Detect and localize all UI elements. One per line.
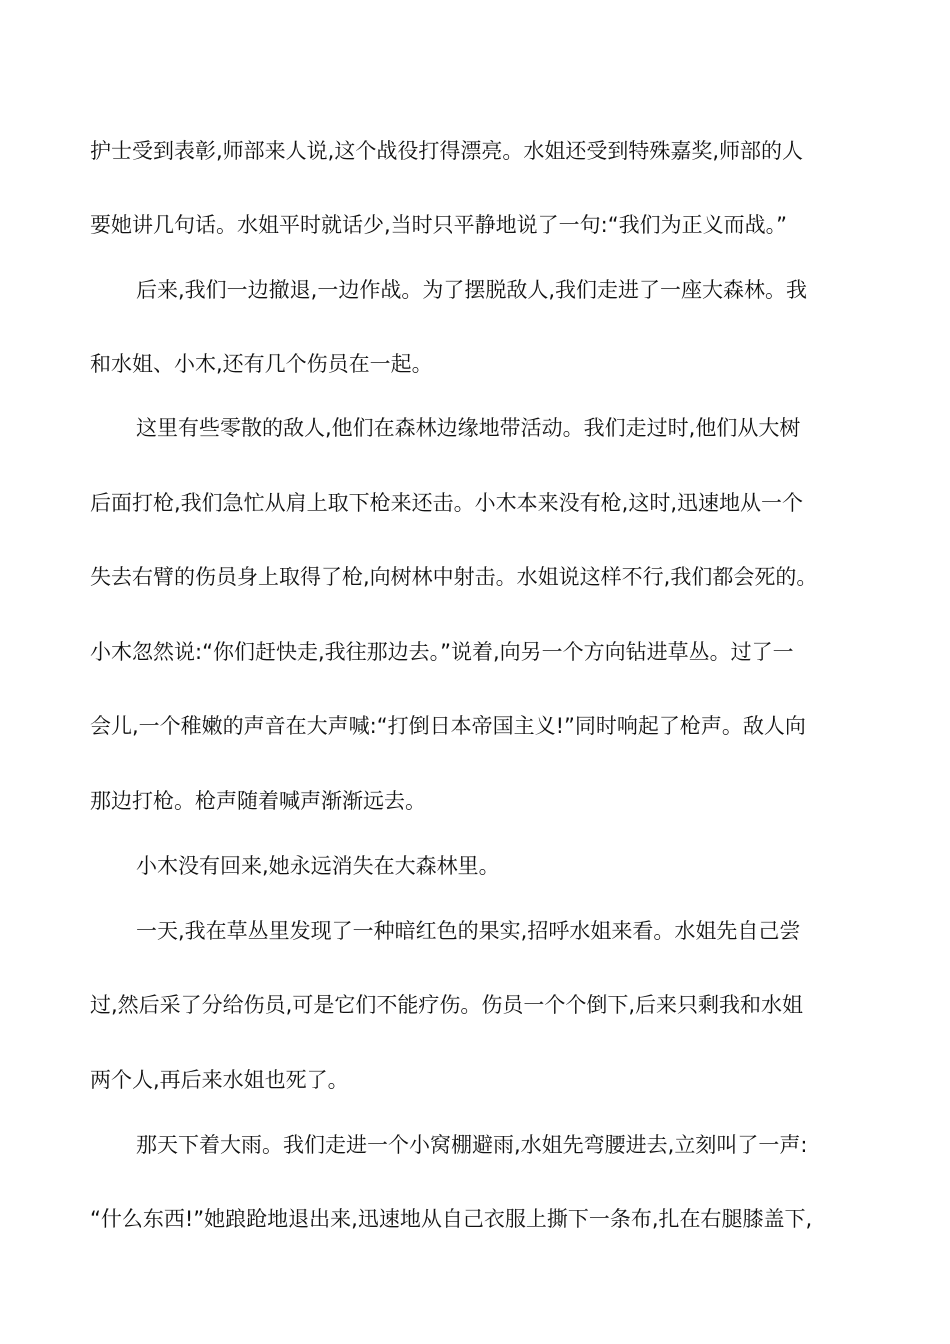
text-line-16: “什么东西!”她踉跄地退出来,迅速地从自己衣服上撕下一条布,扎在右腿膝盖下, bbox=[90, 1207, 813, 1231]
text-line-15: 那天下着大雨。我们走进一个小窝棚避雨,水姐先弯腰进去,立刻叫了一声: bbox=[136, 1133, 808, 1157]
text-line-3: 后来,我们一边撤退,一边作战。为了摆脱敌人,我们走进了一座大森林。我 bbox=[136, 278, 808, 302]
text-line-5: 这里有些零散的敌人,他们在森林边缘地带活动。我们走过时,他们从大树 bbox=[136, 416, 801, 440]
text-line-9: 会儿,一个稚嫩的声音在大声喊:“打倒日本帝国主义!”同时响起了枪声。敌人向 bbox=[90, 714, 806, 738]
text-line-14: 两个人,再后来水姐也死了。 bbox=[90, 1068, 349, 1092]
text-line-4: 和水姐、小木,还有几个伤员在一起。 bbox=[90, 352, 433, 376]
text-line-6: 后面打枪,我们急忙从肩上取下枪来还击。小木本来没有枪,这时,迅速地从一个 bbox=[90, 491, 804, 515]
text-line-1: 护士受到表彰,师部来人说,这个战役打得漂亮。水姐还受到特殊嘉奖,师部的人 bbox=[90, 139, 804, 163]
text-line-11: 小木没有回来,她永远消失在大森林里。 bbox=[136, 854, 500, 878]
text-line-2: 要她讲几句话。水姐平时就话少,当时只平静地说了一句:“我们为正义而战。” bbox=[90, 213, 788, 237]
text-line-12: 一天,我在草丛里发现了一种暗红色的果实,招呼水姐来看。水姐先自己尝 bbox=[136, 919, 801, 943]
text-line-10: 那边打枪。枪声随着喊声渐渐远去。 bbox=[90, 789, 426, 813]
text-line-8: 小木忽然说:“你们赶快走,我往那边去。”说着,向另一个方向钻进草丛。过了一 bbox=[90, 640, 794, 664]
text-line-13: 过,然后采了分给伤员,可是它们不能疗伤。伤员一个个倒下,后来只剩我和水姐 bbox=[90, 993, 804, 1017]
text-line-7: 失去右臂的伤员身上取得了枪,向树林中射击。水姐说这样不行,我们都会死的。 bbox=[90, 565, 818, 589]
